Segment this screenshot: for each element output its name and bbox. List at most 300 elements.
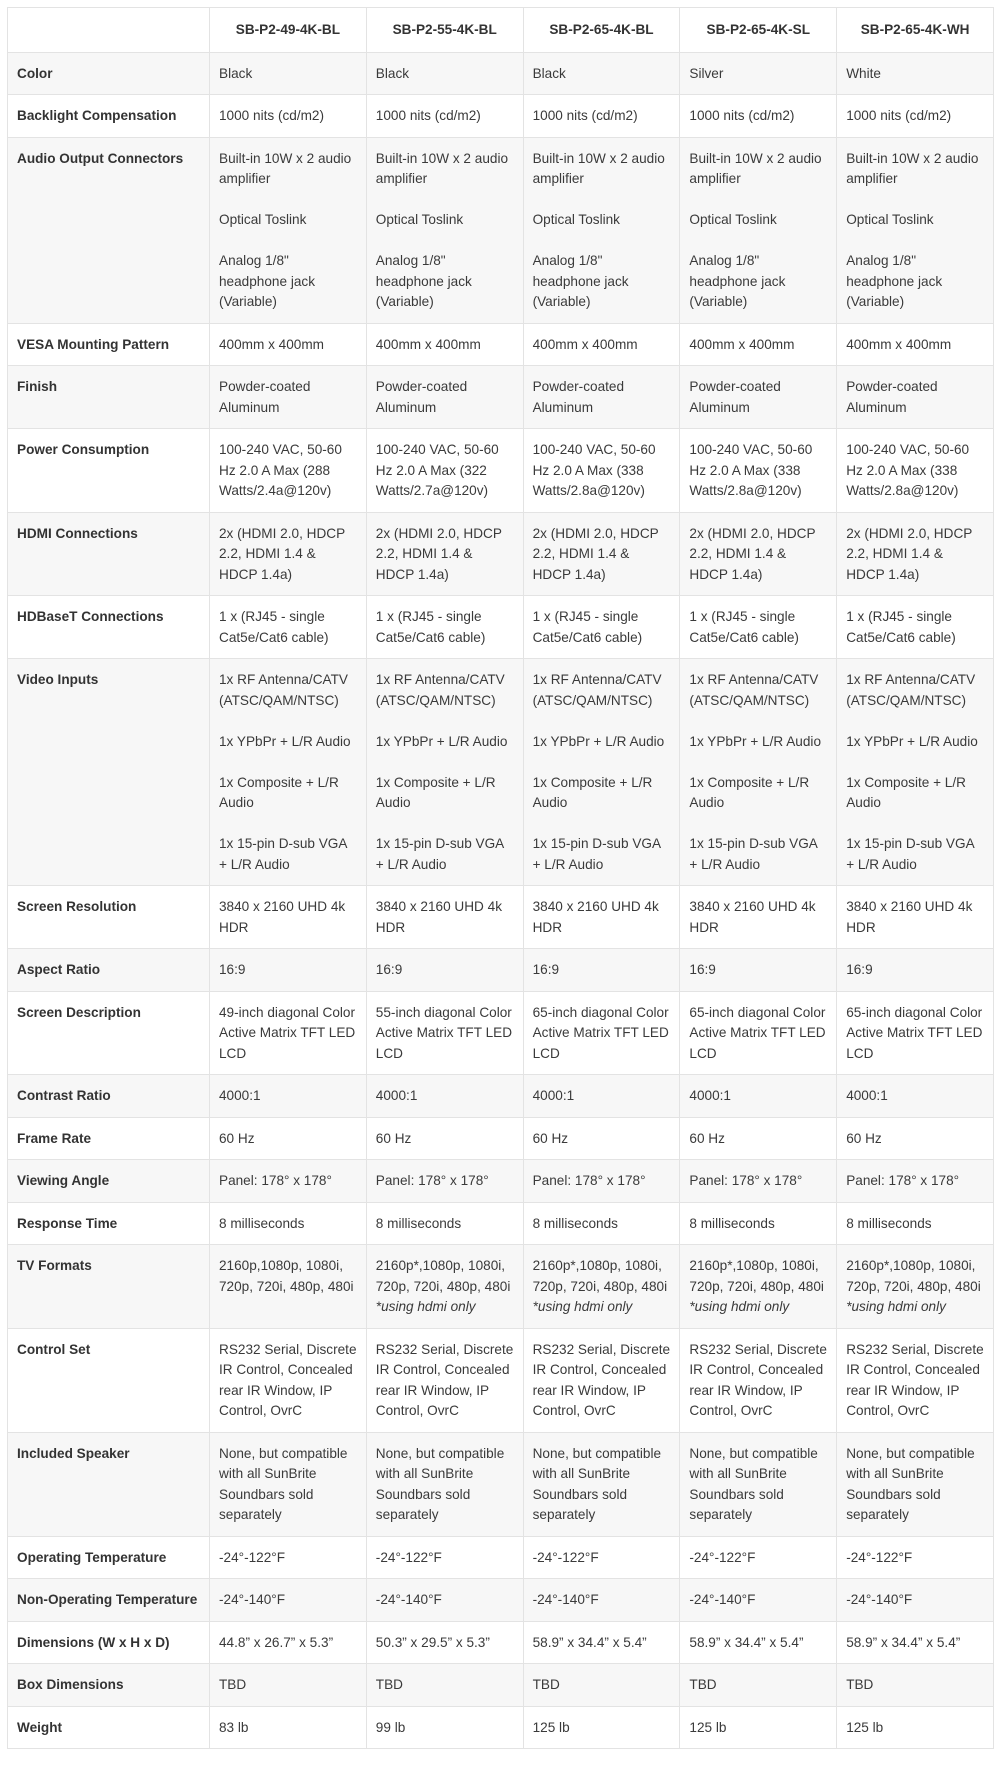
row-label: Viewing Angle <box>8 1160 210 1203</box>
table-cell <box>366 323 523 366</box>
cell-text: Powder-coated Aluminum <box>846 379 938 415</box>
table-row <box>8 95 994 138</box>
table-cell <box>366 366 523 429</box>
row-label: Included Speaker <box>8 1432 210 1536</box>
row-label: Frame Rate <box>8 1117 210 1160</box>
cell-text: 3840 x 2160 UHD 4k HDR <box>375 899 502 935</box>
cell-text: 16:9 <box>375 962 403 977</box>
cell-text: Optical Toslink <box>532 212 620 227</box>
table-cell <box>523 1664 680 1707</box>
table-row <box>8 1328 994 1432</box>
cell-text: 16:9 <box>219 962 246 977</box>
cell-text: 2x (HDMI 2.0, HDCP 2.2, HDMI 1.4 & HDCP 1.4a) <box>846 525 973 582</box>
cell-text: Built-in 10W x 2 audio amplifier <box>375 150 509 186</box>
table-row <box>8 886 994 949</box>
cell-text: 1x 15-pin D-sub VGA + L/R Audio <box>846 836 974 872</box>
table-cell <box>837 596 994 659</box>
table-cell <box>837 429 994 513</box>
cell-text: Powder-coated Aluminum <box>689 379 781 415</box>
cell-text: None, but compatible with all SunBrite Soundbars sold separately <box>375 1445 505 1522</box>
cell-text: 2160p*,1080p, 1080i, 720p, 720i, 480p, 480i <box>532 1258 668 1294</box>
table-cell <box>680 659 837 886</box>
table-cell <box>680 323 837 366</box>
table-cell <box>210 1706 367 1749</box>
cell-text: 60 Hz <box>219 1130 255 1146</box>
table-row <box>8 991 994 1075</box>
row-label: Operating Temperature <box>8 1536 210 1579</box>
cell-text: 8 milliseconds <box>846 1215 932 1231</box>
table-row <box>8 1245 994 1329</box>
cell-text: 400mm x 400mm <box>689 336 795 352</box>
cell-text: 100-240 VAC, 50-60 Hz 2.0 A Max (338 Watts/2.8a@120v) <box>532 442 656 498</box>
cell-text: 1 x (RJ45 - single Cat5e/Cat6 cable) <box>375 609 486 645</box>
cell-text: 125 lb <box>689 1719 727 1735</box>
cell-footnote: *using hdmi only <box>532 1299 633 1314</box>
cell-text: -24°-122°F <box>846 1549 913 1565</box>
cell-text: Black <box>219 65 253 81</box>
table-cell <box>210 137 367 323</box>
table-cell <box>523 659 680 886</box>
cell-text: 1x RF Antenna/CATV (ATSC/QAM/NTSC) <box>375 672 505 708</box>
table-cell <box>837 1432 994 1536</box>
table-cell <box>837 1536 994 1579</box>
table-cell <box>366 949 523 992</box>
table-cell <box>366 1664 523 1707</box>
cell-text: 99 lb <box>375 1719 406 1735</box>
cell-text: 16:9 <box>846 962 873 977</box>
cell-text: 58.9” x 34.4” x 5.4” <box>532 1634 647 1650</box>
table-cell <box>680 1202 837 1245</box>
row-label: TV Formats <box>8 1245 210 1329</box>
cell-text: 60 Hz <box>375 1130 412 1146</box>
table-row <box>8 429 994 513</box>
cell-text: 1x 15-pin D-sub VGA + L/R Audio <box>532 836 661 872</box>
table-cell <box>523 1075 680 1118</box>
table-cell <box>680 1160 837 1203</box>
cell-text: RS232 Serial, Discrete IR Control, Concealed rear IR Window, IP Control, OvrC <box>219 1341 357 1418</box>
table-cell <box>523 429 680 513</box>
table-cell <box>366 512 523 596</box>
cell-text: 100-240 VAC, 50-60 Hz 2.0 A Max (338 Watts/2.8a@120v) <box>689 442 813 498</box>
table-cell <box>837 1579 994 1622</box>
table-cell <box>366 1432 523 1536</box>
cell-text: 1x Composite + L/R Audio <box>846 774 966 810</box>
row-label: Contrast Ratio <box>8 1075 210 1118</box>
table-cell <box>680 1536 837 1579</box>
table-row <box>8 1075 994 1118</box>
table-cell <box>680 1432 837 1536</box>
table-cell <box>680 429 837 513</box>
cell-text: 44.8” x 26.7” x 5.3” <box>219 1634 334 1650</box>
table-cell <box>680 1245 837 1329</box>
row-label: HDMI Connections <box>8 512 210 596</box>
table-cell <box>210 1432 367 1536</box>
cell-text: 1 x (RJ45 - single Cat5e/Cat6 cable) <box>532 609 643 645</box>
cell-text: RS232 Serial, Discrete IR Control, Concealed rear IR Window, IP Control, OvrC <box>689 1341 827 1418</box>
cell-text: 125 lb <box>846 1719 884 1735</box>
cell-text: 1x RF Antenna/CATV (ATSC/QAM/NTSC) <box>219 672 348 708</box>
cell-text: 400mm x 400mm <box>375 336 481 352</box>
cell-text: Powder-coated Aluminum <box>532 379 625 415</box>
table-cell <box>523 1202 680 1245</box>
table-cell <box>523 366 680 429</box>
cell-text: 3840 x 2160 UHD 4k HDR <box>846 899 973 935</box>
cell-text: TBD <box>532 1677 560 1692</box>
table-cell <box>837 1664 994 1707</box>
cell-text: Silver <box>689 65 724 81</box>
cell-text: 1x 15-pin D-sub VGA + L/R Audio <box>219 836 347 872</box>
cell-text: Analog 1/8" headphone jack (Variable) <box>689 253 786 309</box>
table-cell <box>523 1621 680 1664</box>
cell-text: 8 milliseconds <box>689 1215 775 1231</box>
cell-text: 1x RF Antenna/CATV (ATSC/QAM/NTSC) <box>689 672 819 708</box>
table-cell <box>837 1245 994 1329</box>
table-cell <box>210 1160 367 1203</box>
cell-text: Analog 1/8" headphone jack (Variable) <box>219 253 315 309</box>
row-label: Response Time <box>8 1202 210 1245</box>
table-cell <box>680 95 837 138</box>
cell-text: 2160p,1080p, 1080i, 720p, 720i, 480p, 480i <box>219 1258 354 1294</box>
cell-text: Panel: 178° x 178° <box>219 1173 332 1188</box>
row-label: Video Inputs <box>8 659 210 886</box>
row-label: Box Dimensions <box>8 1664 210 1707</box>
table-cell <box>680 1579 837 1622</box>
cell-text: 16:9 <box>689 962 716 977</box>
cell-text: 4000:1 <box>689 1088 731 1103</box>
table-row <box>8 323 994 366</box>
table-row <box>8 366 994 429</box>
table-cell <box>837 1075 994 1118</box>
cell-text: 1000 nits (cd/m2) <box>532 108 638 123</box>
cell-footnote: *using hdmi only <box>846 1299 946 1314</box>
table-row <box>8 1706 994 1749</box>
column-header: SB-P2-65-4K-BL <box>523 8 680 53</box>
cell-text: 83 lb <box>219 1719 249 1735</box>
cell-text: 3840 x 2160 UHD 4k HDR <box>219 899 346 935</box>
table-cell <box>523 1536 680 1579</box>
cell-text: -24°-140°F <box>375 1592 442 1607</box>
table-cell <box>837 1160 994 1203</box>
column-header: SB-P2-55-4K-BL <box>366 8 523 53</box>
table-cell <box>210 1664 367 1707</box>
table-cell <box>210 323 367 366</box>
table-cell <box>366 1075 523 1118</box>
cell-text: 1000 nits (cd/m2) <box>375 108 481 123</box>
table-cell <box>366 95 523 138</box>
table-cell <box>523 512 680 596</box>
cell-text: 1x YPbPr + L/R Audio <box>219 733 351 749</box>
table-cell <box>837 137 994 323</box>
cell-text: 1x Composite + L/R Audio <box>219 774 339 810</box>
cell-text: None, but compatible with all SunBrite Soundbars sold separately <box>532 1445 662 1522</box>
cell-text: -24°-140°F <box>532 1592 599 1607</box>
table-row <box>8 1536 994 1579</box>
cell-text: TBD <box>689 1677 717 1692</box>
table-cell <box>366 1245 523 1329</box>
table-cell <box>210 95 367 138</box>
spec-table <box>7 7 994 1749</box>
cell-text: 58.9” x 34.4” x 5.4” <box>689 1634 804 1650</box>
table-cell <box>523 1432 680 1536</box>
table-row <box>8 137 994 323</box>
cell-text: 1000 nits (cd/m2) <box>846 108 952 123</box>
table-cell <box>680 512 837 596</box>
cell-text: RS232 Serial, Discrete IR Control, Concealed rear IR Window, IP Control, OvrC <box>375 1341 514 1418</box>
cell-text: 1000 nits (cd/m2) <box>219 108 325 123</box>
table-cell <box>366 1117 523 1160</box>
table-cell <box>210 1536 367 1579</box>
table-header <box>8 8 994 53</box>
table-cell <box>366 1160 523 1203</box>
cell-text: TBD <box>219 1677 247 1692</box>
cell-text: 1 x (RJ45 - single Cat5e/Cat6 cable) <box>219 609 329 645</box>
cell-text: 16:9 <box>532 962 560 977</box>
table-row <box>8 512 994 596</box>
table-cell <box>837 949 994 992</box>
header-row <box>8 8 994 53</box>
cell-text: 1x Composite + L/R Audio <box>532 774 653 810</box>
table-cell <box>523 137 680 323</box>
table-cell <box>366 1621 523 1664</box>
cell-text: Built-in 10W x 2 audio amplifier <box>846 150 979 186</box>
table-cell <box>210 1202 367 1245</box>
cell-text: 8 milliseconds <box>375 1215 462 1231</box>
table-cell <box>523 886 680 949</box>
cell-text: Powder-coated Aluminum <box>219 379 311 415</box>
table-cell <box>523 1117 680 1160</box>
cell-text: Analog 1/8" headphone jack (Variable) <box>532 253 629 309</box>
table-cell <box>523 1328 680 1432</box>
cell-text: 100-240 VAC, 50-60 Hz 2.0 A Max (322 Watts/2.7a@120v) <box>375 442 499 498</box>
cell-text: -24°-122°F <box>689 1549 756 1565</box>
table-cell <box>837 512 994 596</box>
row-label: Weight <box>8 1706 210 1749</box>
table-cell <box>680 137 837 323</box>
cell-text: 2x (HDMI 2.0, HDCP 2.2, HDMI 1.4 & HDCP 1.4a) <box>532 525 659 582</box>
table-row <box>8 949 994 992</box>
row-label: HDBaseT Connections <box>8 596 210 659</box>
table-cell <box>837 1706 994 1749</box>
table-cell <box>210 949 367 992</box>
cell-text: 8 milliseconds <box>532 1215 618 1231</box>
cell-text: 1x YPbPr + L/R Audio <box>375 733 508 749</box>
cell-text: Panel: 178° x 178° <box>689 1173 803 1188</box>
cell-text: 65-inch diagonal Color Active Matrix TFT LED LCD <box>689 1004 826 1061</box>
table-cell <box>210 366 367 429</box>
cell-text: 65-inch diagonal Color Active Matrix TFT LED LCD <box>532 1004 669 1061</box>
table-cell <box>680 949 837 992</box>
table-cell <box>680 886 837 949</box>
cell-text: 4000:1 <box>375 1088 418 1103</box>
table-cell <box>210 512 367 596</box>
row-label: Screen Resolution <box>8 886 210 949</box>
cell-text: 1x Composite + L/R Audio <box>689 774 810 810</box>
table-cell <box>523 95 680 138</box>
table-row <box>8 1160 994 1203</box>
table-cell <box>680 1075 837 1118</box>
cell-text: 2160p*,1080p, 1080i, 720p, 720i, 480p, 480i <box>846 1258 981 1294</box>
table-row <box>8 1202 994 1245</box>
table-cell <box>210 52 367 95</box>
cell-text: Built-in 10W x 2 audio amplifier <box>689 150 822 186</box>
table-cell <box>210 659 367 886</box>
cell-text: -24°-122°F <box>219 1549 286 1565</box>
cell-text: 4000:1 <box>846 1088 888 1103</box>
cell-text: TBD <box>375 1677 403 1692</box>
cell-text: 1x YPbPr + L/R Audio <box>689 733 822 749</box>
table-cell <box>680 1117 837 1160</box>
table-cell <box>210 1328 367 1432</box>
table-cell <box>523 323 680 366</box>
cell-text: 3840 x 2160 UHD 4k HDR <box>689 899 816 935</box>
cell-text: Optical Toslink <box>846 212 934 227</box>
cell-text: 4000:1 <box>219 1088 261 1103</box>
cell-text: Panel: 178° x 178° <box>846 1173 960 1188</box>
cell-text: 1x RF Antenna/CATV (ATSC/QAM/NTSC) <box>846 672 976 708</box>
table-row <box>8 52 994 95</box>
cell-text: 1x Composite + L/R Audio <box>375 774 496 810</box>
table-cell <box>680 1664 837 1707</box>
cell-text: 100-240 VAC, 50-60 Hz 2.0 A Max (288 Watts/2.4a@120v) <box>219 442 342 498</box>
cell-text: Optical Toslink <box>689 212 777 227</box>
cell-text: 60 Hz <box>846 1130 882 1146</box>
table-cell <box>523 1706 680 1749</box>
table-cell <box>837 1621 994 1664</box>
table-cell <box>837 95 994 138</box>
table-cell <box>523 1579 680 1622</box>
cell-text: -24°-140°F <box>846 1592 913 1607</box>
table-cell <box>523 949 680 992</box>
table-row <box>8 1621 994 1664</box>
table-cell <box>210 1245 367 1329</box>
cell-text: -24°-122°F <box>375 1549 442 1565</box>
table-cell <box>366 886 523 949</box>
cell-footnote: *using hdmi only <box>375 1299 476 1314</box>
cell-text: 4000:1 <box>532 1088 575 1103</box>
table-cell <box>680 1621 837 1664</box>
cell-text: Optical Toslink <box>375 212 464 227</box>
cell-text: Powder-coated Aluminum <box>375 379 468 415</box>
cell-text: 2x (HDMI 2.0, HDCP 2.2, HDMI 1.4 & HDCP 1.4a) <box>219 525 345 582</box>
cell-text: 58.9” x 34.4” x 5.4” <box>846 1634 961 1650</box>
column-header: SB-P2-49-4K-BL <box>210 8 367 53</box>
cell-text: 400mm x 400mm <box>219 336 325 352</box>
cell-text: 8 milliseconds <box>219 1215 305 1231</box>
table-cell <box>837 659 994 886</box>
cell-text: -24°-140°F <box>689 1592 756 1607</box>
cell-text: 60 Hz <box>532 1130 569 1146</box>
table-cell <box>366 1328 523 1432</box>
cell-text: -24°-140°F <box>219 1592 286 1607</box>
column-header: SB-P2-65-4K-WH <box>837 8 994 53</box>
table-cell <box>366 137 523 323</box>
table-cell <box>523 1245 680 1329</box>
cell-text: 1x YPbPr + L/R Audio <box>846 733 978 749</box>
column-header: SB-P2-65-4K-SL <box>680 8 837 53</box>
cell-text: None, but compatible with all SunBrite Soundbars sold separately <box>689 1445 818 1522</box>
row-label: Control Set <box>8 1328 210 1432</box>
cell-text: 125 lb <box>532 1719 570 1735</box>
table-cell <box>680 1706 837 1749</box>
table-cell <box>366 1706 523 1749</box>
row-label: Screen Description <box>8 991 210 1075</box>
cell-text: 2x (HDMI 2.0, HDCP 2.2, HDMI 1.4 & HDCP 1.4a) <box>689 525 816 582</box>
cell-text: Built-in 10W x 2 audio amplifier <box>219 150 352 186</box>
cell-text: Built-in 10W x 2 audio amplifier <box>532 150 665 186</box>
table-row <box>8 1579 994 1622</box>
cell-text: Optical Toslink <box>219 212 307 227</box>
header-corner-cell <box>8 8 210 53</box>
table-cell <box>523 596 680 659</box>
row-label: VESA Mounting Pattern <box>8 323 210 366</box>
cell-text: 400mm x 400mm <box>846 336 952 352</box>
cell-text: Analog 1/8" headphone jack (Variable) <box>846 253 943 309</box>
table-cell <box>680 1328 837 1432</box>
cell-text: 2160p*,1080p, 1080i, 720p, 720i, 480p, 480i <box>375 1258 511 1294</box>
table-cell <box>837 366 994 429</box>
cell-text: 1x YPbPr + L/R Audio <box>532 733 665 749</box>
table-cell <box>523 52 680 95</box>
row-label: Non-Operating Temperature <box>8 1579 210 1622</box>
table-cell <box>837 1202 994 1245</box>
cell-text: 1x 15-pin D-sub VGA + L/R Audio <box>689 836 818 872</box>
table-cell <box>366 1202 523 1245</box>
table-cell <box>523 1160 680 1203</box>
table-cell <box>366 1579 523 1622</box>
row-label: Finish <box>8 366 210 429</box>
table-cell <box>366 991 523 1075</box>
table-cell <box>210 596 367 659</box>
table-cell <box>523 991 680 1075</box>
table-cell <box>366 1536 523 1579</box>
table-cell <box>210 991 367 1075</box>
table-cell <box>837 52 994 95</box>
table-cell <box>680 991 837 1075</box>
row-label: Dimensions (W x H x D) <box>8 1621 210 1664</box>
table-row <box>8 596 994 659</box>
row-label: Backlight Compensation <box>8 95 210 138</box>
table-cell <box>366 596 523 659</box>
cell-text: 1000 nits (cd/m2) <box>689 108 795 123</box>
cell-text: 1x RF Antenna/CATV (ATSC/QAM/NTSC) <box>532 672 662 708</box>
cell-text: 49-inch diagonal Color Active Matrix TFT LED LCD <box>219 1004 356 1061</box>
cell-text: 1x 15-pin D-sub VGA + L/R Audio <box>375 836 504 872</box>
table-cell <box>210 1621 367 1664</box>
table-cell <box>837 1117 994 1160</box>
table-cell <box>680 366 837 429</box>
row-label: Power Consumption <box>8 429 210 513</box>
cell-text: White <box>846 65 881 81</box>
table-cell <box>210 886 367 949</box>
cell-text: None, but compatible with all SunBrite Soundbars sold separately <box>846 1445 975 1522</box>
table-cell <box>837 886 994 949</box>
cell-text: 1 x (RJ45 - single Cat5e/Cat6 cable) <box>689 609 799 645</box>
table-cell <box>680 596 837 659</box>
table-row <box>8 1432 994 1536</box>
cell-text: 55-inch diagonal Color Active Matrix TFT LED LCD <box>375 1004 513 1061</box>
table-cell <box>210 1579 367 1622</box>
cell-text: RS232 Serial, Discrete IR Control, Concealed rear IR Window, IP Control, OvrC <box>846 1341 984 1418</box>
table-cell <box>210 429 367 513</box>
cell-text: 50.3” x 29.5” x 5.3” <box>375 1634 490 1650</box>
row-label: Aspect Ratio <box>8 949 210 992</box>
cell-text: None, but compatible with all SunBrite Soundbars sold separately <box>219 1445 348 1522</box>
cell-text: Panel: 178° x 178° <box>375 1173 489 1188</box>
table-cell <box>210 1075 367 1118</box>
cell-text: 60 Hz <box>689 1130 725 1146</box>
cell-text: Panel: 178° x 178° <box>532 1173 646 1188</box>
table-cell <box>366 52 523 95</box>
